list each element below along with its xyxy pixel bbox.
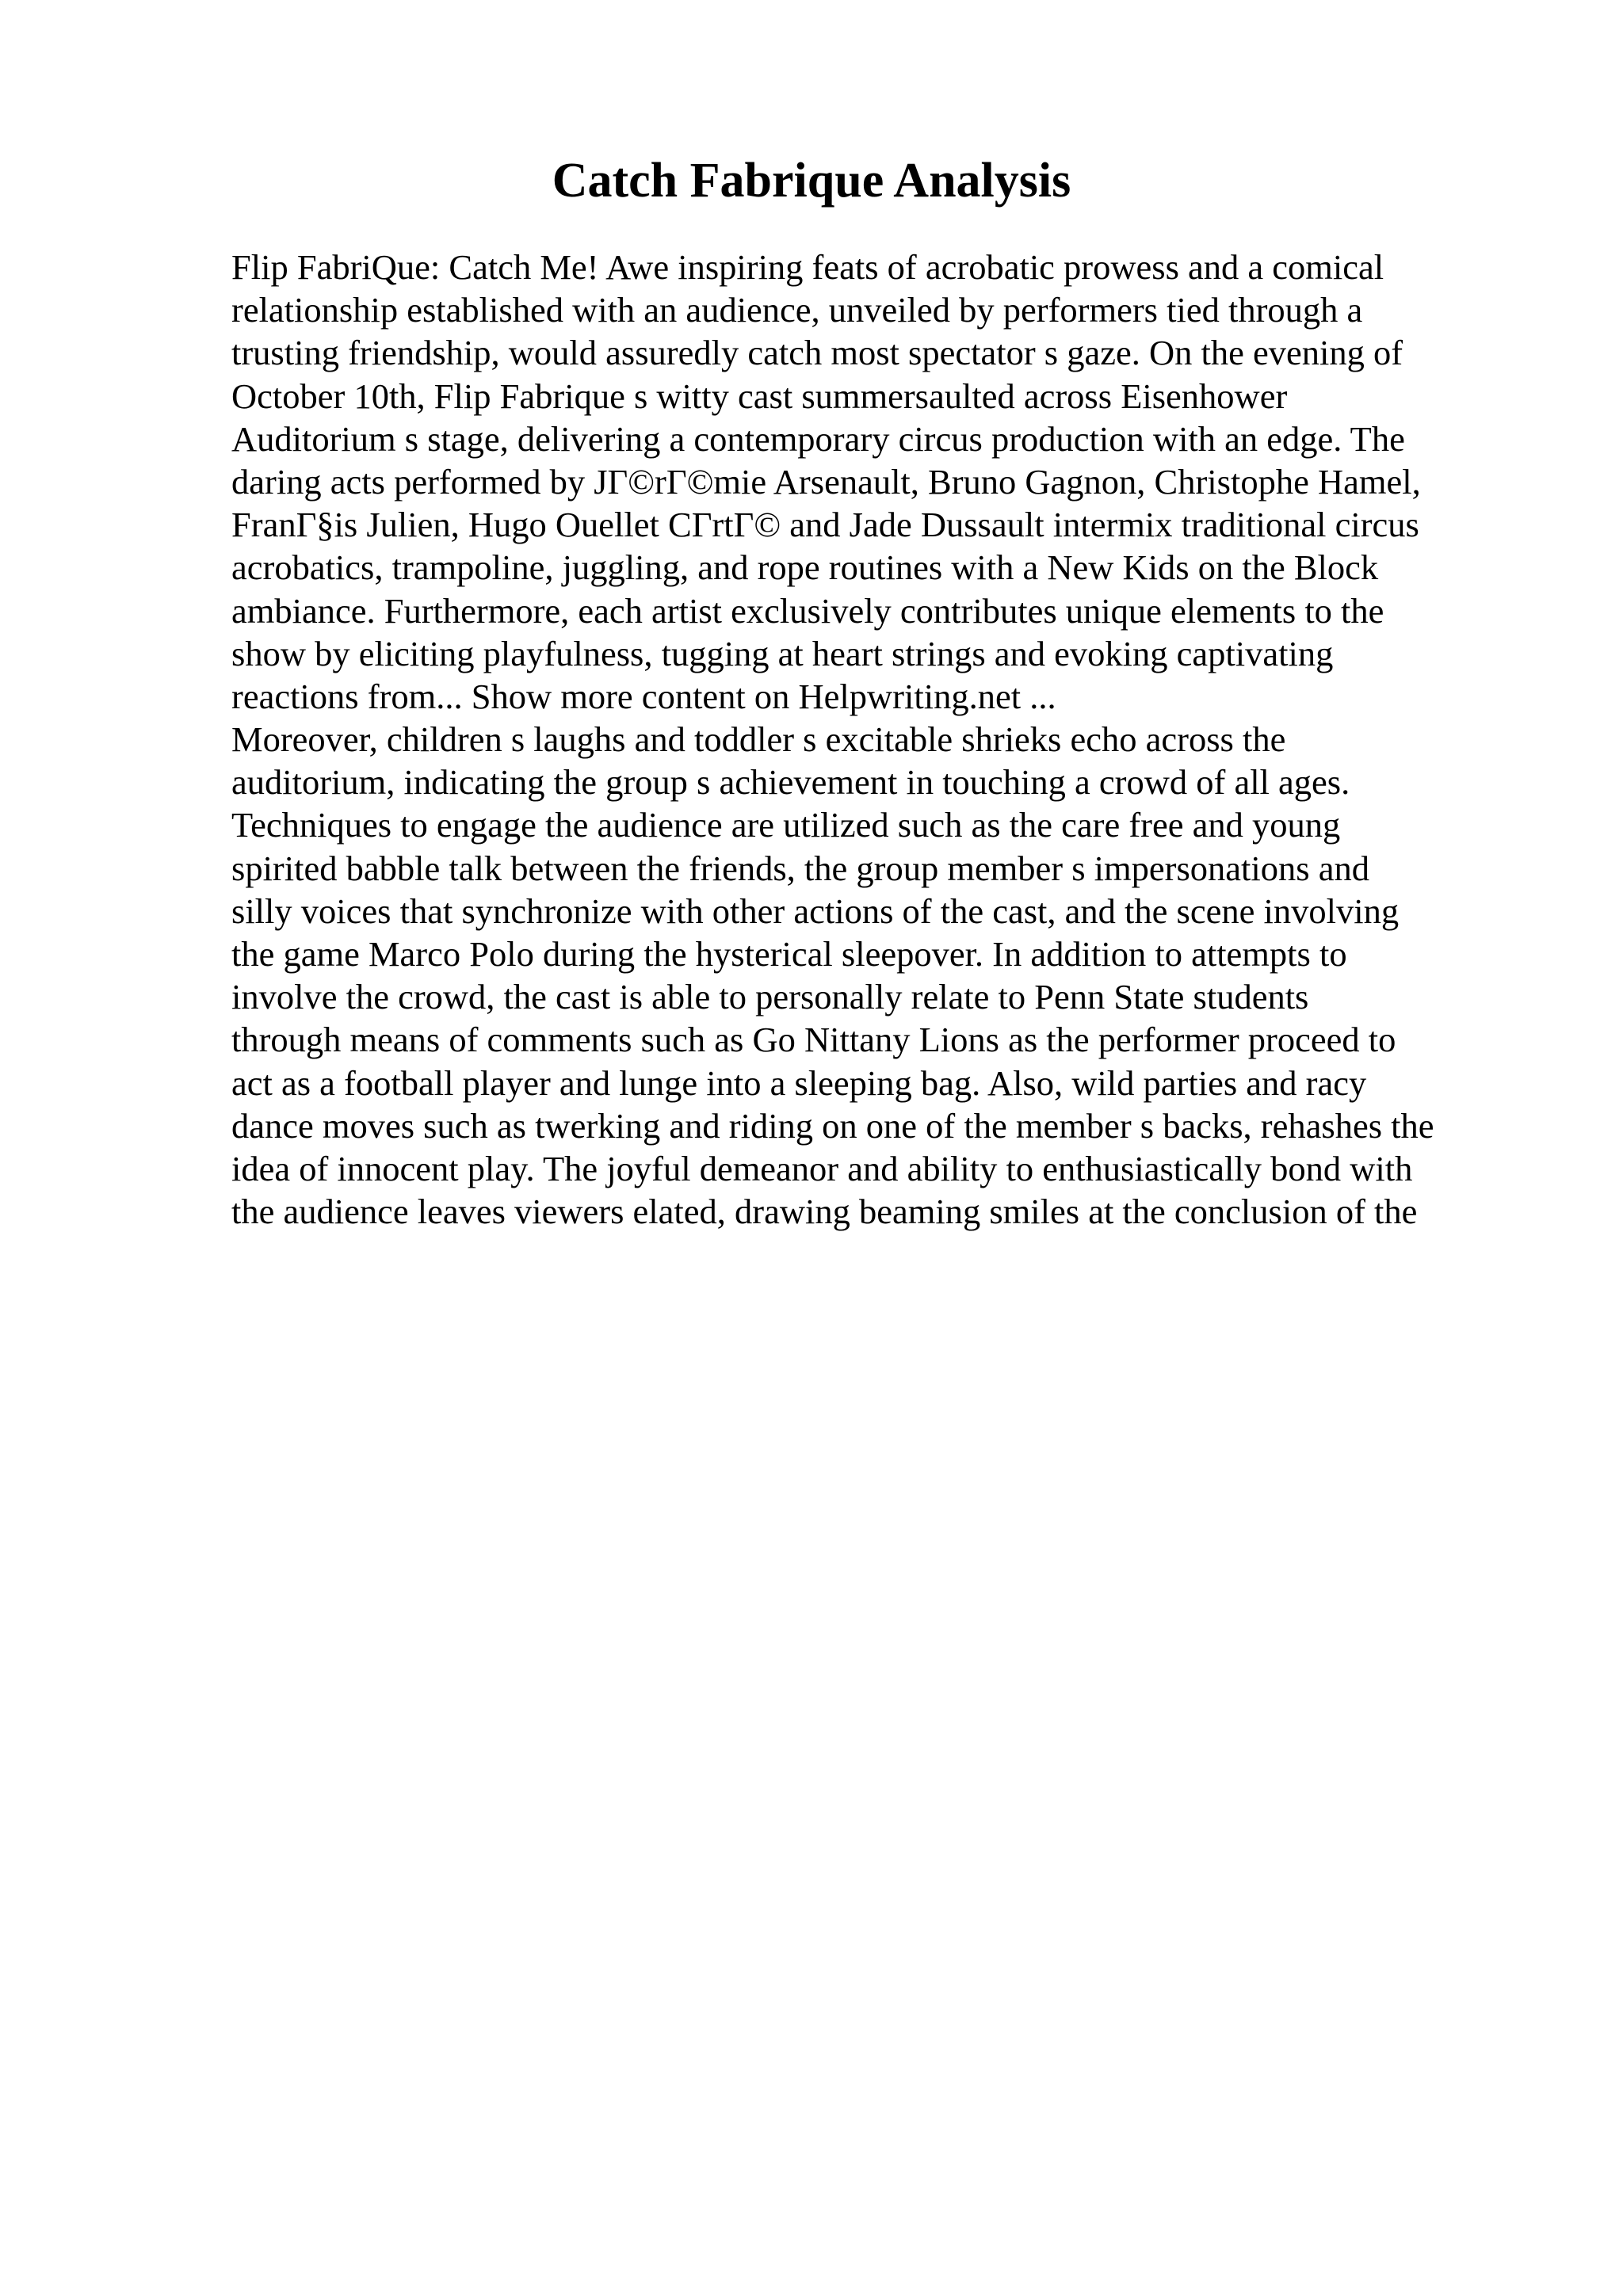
text-line: dance moves such as twerking and riding on one of the member s backs, rehashes the bbox=[231, 1105, 1434, 1146]
text-line: Techniques to engage the audience are utilized such as the care free and young bbox=[231, 805, 1341, 845]
text-line: idea of innocent play. The joyful demeanor and ability to enthusiastically bond with bbox=[231, 1148, 1413, 1188]
text-line: Flip FabriQue: Catch Me! Awe inspiring feats of acrobatic prowess and a comical bbox=[231, 247, 1384, 287]
text-line: ambiance. Furthermore, each artist exclusively contributes unique elements to the bbox=[231, 590, 1384, 631]
text-line: auditorium, indicating the group s achievement in touching a crowd of all ages. bbox=[231, 762, 1350, 803]
text-line: show by eliciting playfulness, tugging at heart strings and evoking captivating bbox=[231, 633, 1334, 673]
text-line: act as a football player and lunge into a sleeping bag. Also, wild parties and racy bbox=[231, 1062, 1367, 1103]
text-line: acrobatics, trampoline, juggling, and rope routines with a New Kids on the Block bbox=[231, 547, 1379, 588]
text-line: trusting friendship, would assuredly catch most spectator s gaze. On the evening of bbox=[231, 333, 1403, 373]
text-line: relationship established with an audience, unveiled by performers tied through a bbox=[231, 290, 1363, 330]
text-line-show-more: reactions from... Show more content on Helpwriting.net ... bbox=[231, 676, 1056, 716]
text-line: daring acts performed by JΓ©rΓ©mie Arsenault, Bruno Gagnon, Christophe Hamel, bbox=[231, 461, 1421, 502]
text-line: silly voices that synchronize with other actions of the cast, and the scene involving bbox=[231, 891, 1400, 931]
text-line: Moreover, children s laughs and toddler s excitable shrieks echo across the bbox=[231, 719, 1286, 760]
text-line: spirited babble talk between the friends, the group member s impersonations and bbox=[231, 848, 1369, 888]
text-line: the game Marco Polo during the hysterical sleepover. In addition to attempts to bbox=[231, 934, 1347, 974]
text-line: Auditorium s stage, delivering a contemporary circus production with an edge. The bbox=[231, 418, 1405, 459]
document-title: Catch Fabrique Analysis bbox=[552, 154, 1071, 208]
text-line: FranΓ§is Julien, Hugo Ouellet CΓrtΓ© and Jade Dussault intermix traditional circus bbox=[231, 505, 1419, 545]
text-line: October 10th, Flip Fabrique s witty cast summersaulted across Eisenhower bbox=[231, 376, 1288, 416]
document-body bbox=[231, 246, 1499, 1233]
text-line: involve the crowd, the cast is able to personally relate to Penn State students bbox=[231, 977, 1309, 1017]
text-line: the audience leaves viewers elated, drawing beaming smiles at the conclusion of the bbox=[231, 1192, 1418, 1232]
text-line: through means of comments such as Go Nittany Lions as the performer proceed to bbox=[231, 1020, 1396, 1060]
